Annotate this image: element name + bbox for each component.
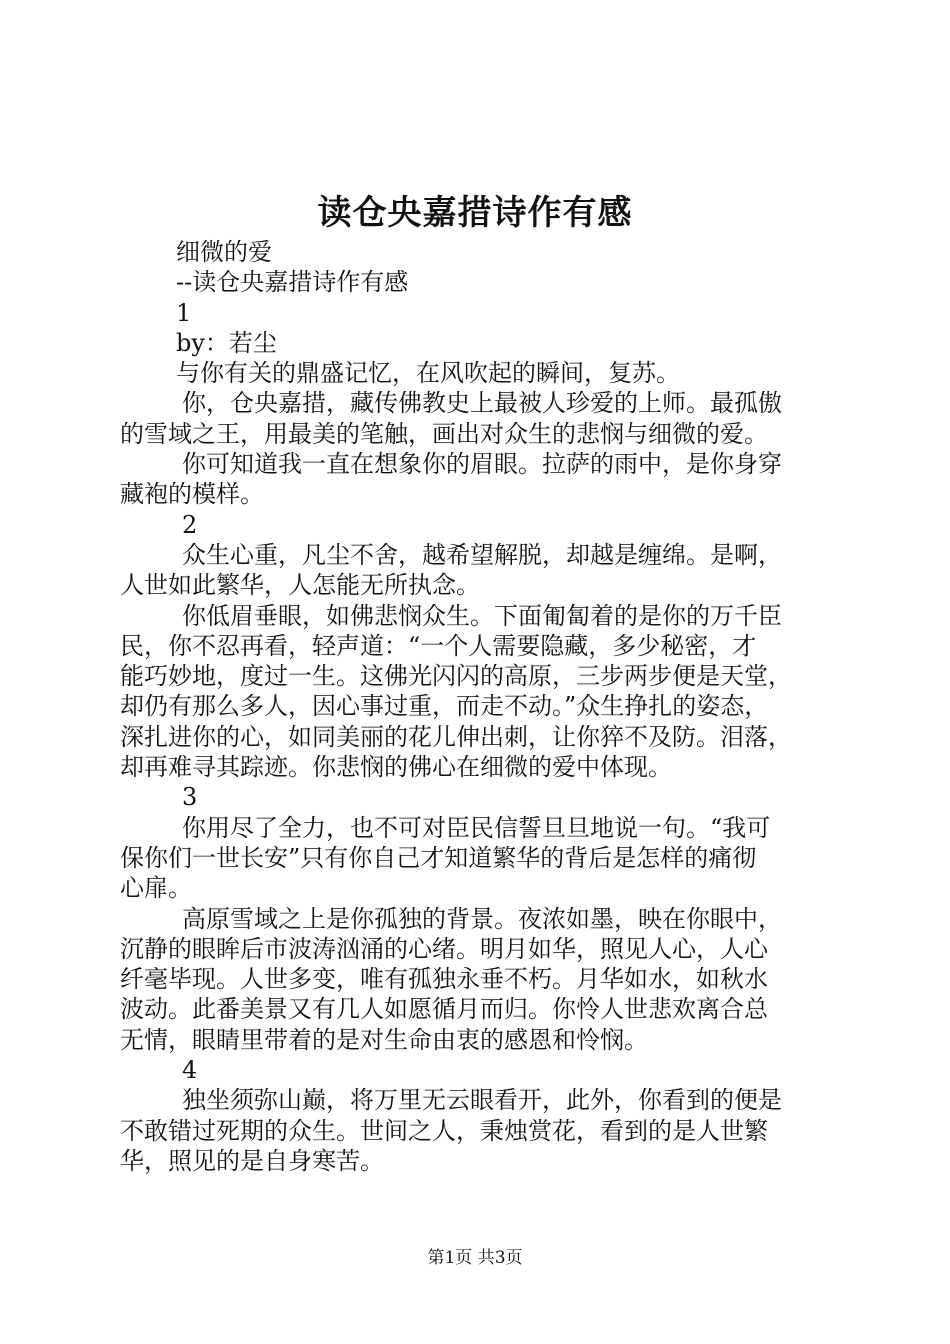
text-line: --读仓央嘉措诗作有感 xyxy=(176,268,409,297)
text-line: 民，你不忍再看，轻声道：“一个人需要隐藏，多少秘密，才 xyxy=(120,631,757,660)
text-line: 细微的爱 xyxy=(176,238,272,266)
text-line: 的雪域之王，用最美的笔触，画出对众生的悲悯与细微的爱。 xyxy=(120,419,768,448)
text-line: 你，仓央嘉措，藏传佛教史上最被人珍爱的上师。最孤傲 xyxy=(182,389,782,418)
text-line: 人世如此繁华，人怎能无所执念。 xyxy=(120,571,480,600)
text-line: 纤毫毕现。人世多变，唯有孤独永垂不朽。月华如水，如秋水 xyxy=(120,965,768,994)
text-line: 保你们一世长安”只有你自己才知道繁华的背后是怎样的痛彻 xyxy=(120,843,757,872)
page-footer: 第1页 共3页 xyxy=(427,1248,523,1268)
document-title: 读仓央嘉措诗作有感 xyxy=(317,193,633,233)
text-line: 你可知道我一直在想象你的眉眼。拉萨的雨中，是你身穿 xyxy=(182,450,782,479)
text-line: 波动。此番美景又有几人如愿循月而归。你怜人世悲欢离合总 xyxy=(120,995,768,1024)
text-line: 却仍有那么多人，因心事过重，而走不动。”众生挣扎的姿态， xyxy=(120,692,769,721)
text-line: 与你有关的鼎盛记忆，在风吹起的瞬间，复苏。 xyxy=(176,359,680,388)
text-line: 华，照见的是自身寒苦。 xyxy=(120,1146,384,1175)
text-line: 众生心重，凡尘不舍，越希望解脱，却越是缠绵。是啊， xyxy=(182,540,782,569)
text-line: 深扎进你的心，如同美丽的花儿伸出刺，让你猝不及防。泪落， xyxy=(120,722,792,751)
text-line: 不敢错过死期的众生。世间之人，秉烛赏花，看到的是人世繁 xyxy=(120,1116,768,1145)
text-line: 3 xyxy=(182,783,198,812)
text-line: by：若尘 xyxy=(176,328,277,357)
text-line: 独坐须弥山巅，将万里无云眼看开，此外，你看到的便是 xyxy=(182,1086,782,1115)
text-line: 心扉。 xyxy=(120,874,192,903)
text-line: 你用尽了全力，也不可对臣民信誓旦旦地说一句。“我可 xyxy=(182,813,771,842)
text-line: 你低眉垂眼，如佛悲悯众生。下面匍匐着的是你的万千臣 xyxy=(182,601,782,630)
text-line: 沉静的眼眸后市波涛汹涌的心绪。明月如华，照见人心，人心 xyxy=(120,934,768,963)
text-line: 4 xyxy=(182,1056,198,1085)
text-line: 1 xyxy=(176,298,192,327)
text-line: 2 xyxy=(182,510,198,539)
text-line: 高原雪域之上是你孤独的背景。夜浓如墨，映在你眼中， xyxy=(182,904,782,933)
text-line: 能巧妙地，度过一生。这佛光闪闪的高原，三步两步便是天堂， xyxy=(120,662,792,691)
text-line: 藏袍的模样。 xyxy=(120,480,264,509)
document-body xyxy=(120,237,836,1176)
text-line: 无情，眼睛里带着的是对生命由衷的感恩和怜悯。 xyxy=(120,1025,648,1054)
text-line: 却再难寻其踪迹。你悲悯的佛心在细微的爱中体现。 xyxy=(120,753,672,782)
